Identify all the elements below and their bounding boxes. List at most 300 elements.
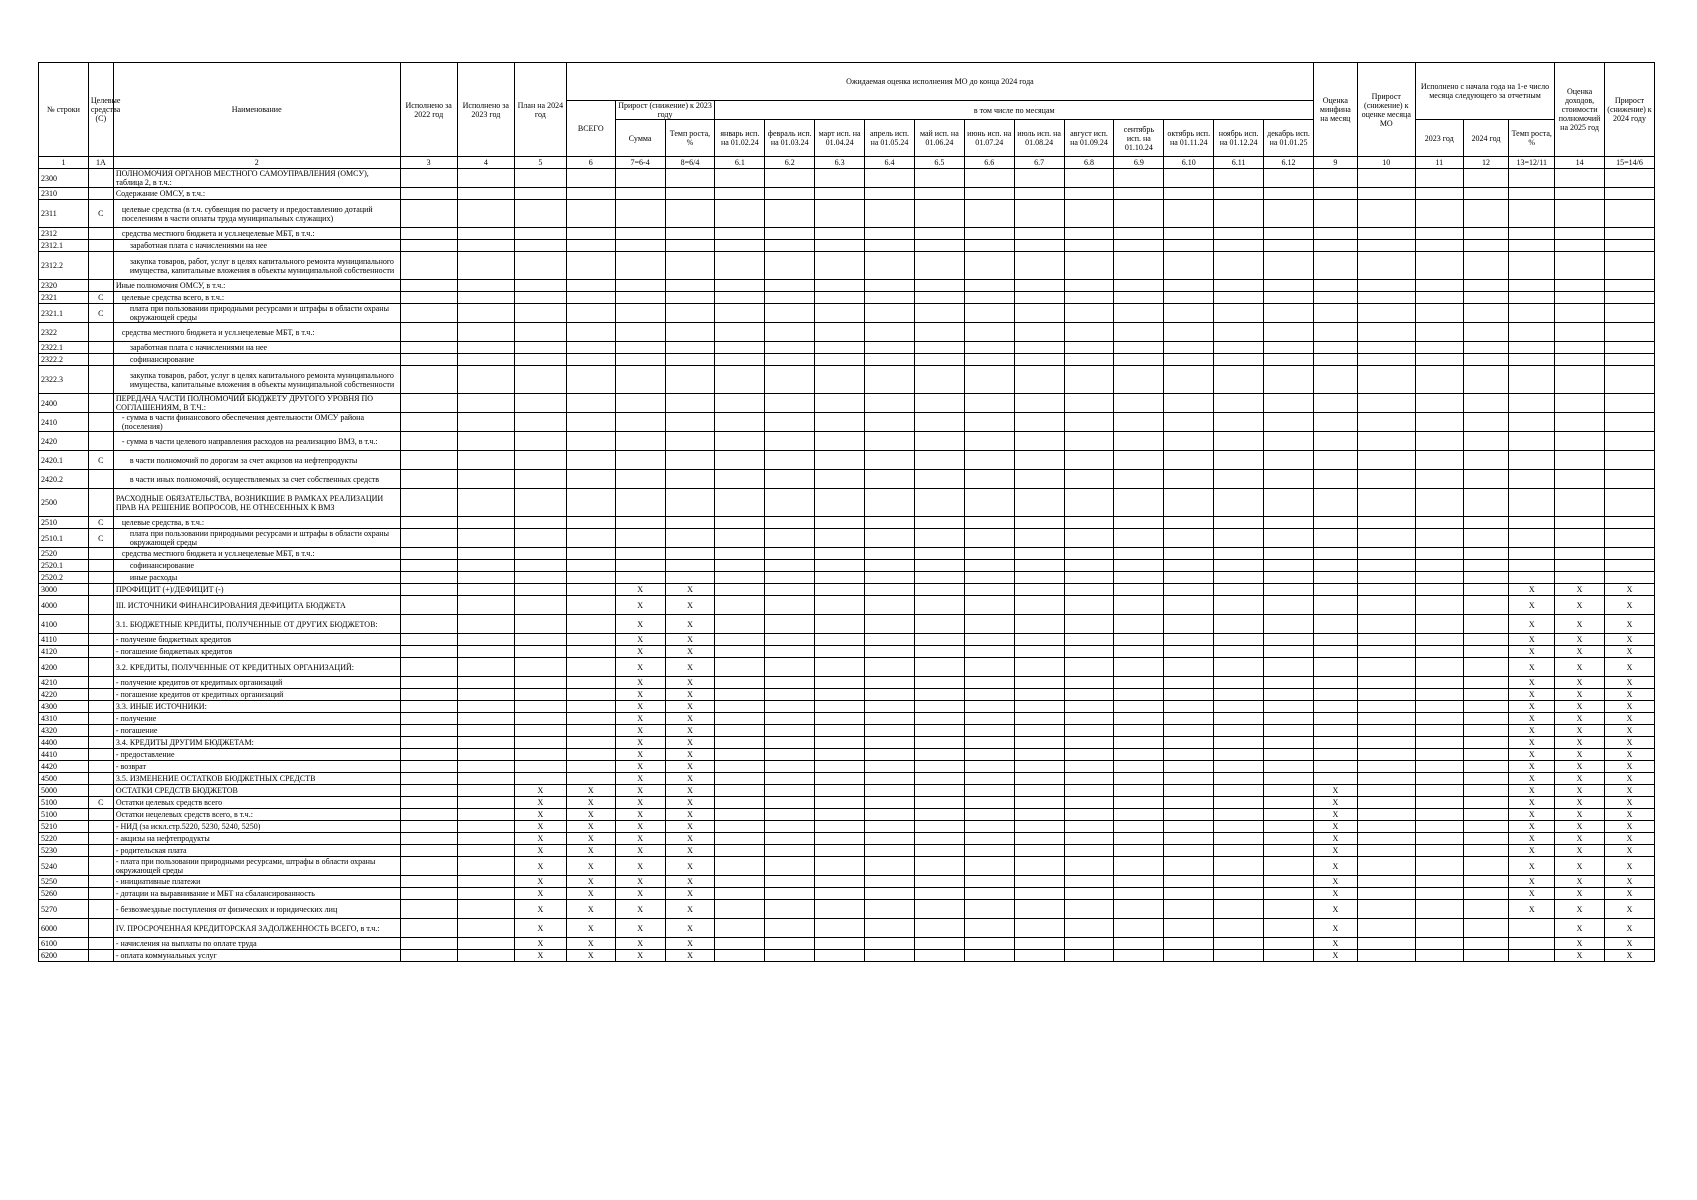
value-cell [1357,919,1415,938]
value-cell [964,596,1014,615]
value-cell [1509,200,1555,228]
column-number: 11 [1415,157,1463,169]
value-cell [1415,737,1463,749]
value-cell [1164,228,1214,240]
row-code: 4000 [39,596,89,615]
row-code: 2321.1 [39,304,89,323]
value-cell [914,169,964,188]
value-cell [1064,900,1114,919]
row-name: - сумма в части целевого направления расходов на реализацию ВМЗ, в т.ч.: [113,432,400,451]
column-number: 6.12 [1264,157,1314,169]
value-cell [665,470,715,489]
value-cell [1014,200,1064,228]
row-purpose-flag [88,888,113,900]
value-cell [1014,366,1064,394]
not-applicable-mark: Х [1555,919,1605,938]
not-applicable-mark: Х [566,845,615,857]
value-cell [715,845,765,857]
value-cell [1064,169,1114,188]
value-cell [1114,529,1164,548]
value-cell [1555,394,1605,413]
not-applicable-mark: Х [1555,773,1605,785]
table-row [39,950,1655,962]
table-row [39,634,1655,646]
row-name: ПРОФИЦИТ (+)/ДЕФИЦИТ (-) [113,584,400,596]
not-applicable-mark: Х [514,833,566,845]
value-cell [1164,200,1214,228]
value-cell [1064,950,1114,962]
not-applicable-mark: Х [514,797,566,809]
value-cell [1357,366,1415,394]
not-applicable-mark: Х [1555,677,1605,689]
value-cell [765,833,815,845]
value-cell [964,342,1014,354]
value-cell [615,517,665,529]
value-cell [865,228,915,240]
value-cell [1463,529,1509,548]
value-cell [1605,548,1655,560]
value-cell [1264,413,1314,432]
value-cell [715,876,765,888]
value-cell [1314,725,1358,737]
value-cell [1357,809,1415,821]
value-cell [1164,646,1214,658]
row-code: 2410 [39,413,89,432]
value-cell [765,785,815,797]
value-cell [1214,749,1264,761]
not-applicable-mark: Х [1509,773,1555,785]
value-cell [865,713,915,725]
value-cell [457,737,514,749]
value-cell [815,634,865,646]
col-month: январь исп. на 01.02.24 [715,120,765,157]
col-month: февраль исп. на 01.03.24 [765,120,815,157]
value-cell [1314,517,1358,529]
value-cell [1214,413,1264,432]
value-cell [1264,529,1314,548]
value-cell [914,938,964,950]
value-cell [715,713,765,725]
value-cell [1415,833,1463,845]
value-cell [964,845,1014,857]
value-cell [1114,749,1164,761]
value-cell [1415,596,1463,615]
value-cell [514,252,566,280]
value-cell [1014,584,1064,596]
column-number: 5 [514,157,566,169]
value-cell [665,560,715,572]
column-number: 15=14/6 [1605,157,1655,169]
value-cell [1264,584,1314,596]
value-cell [1114,646,1164,658]
value-cell [1164,737,1214,749]
value-cell [400,366,457,394]
value-cell [1415,451,1463,470]
value-cell [1314,761,1358,773]
value-cell [1415,560,1463,572]
value-cell [1264,354,1314,366]
value-cell [457,713,514,725]
not-applicable-mark: Х [1555,584,1605,596]
value-cell [815,252,865,280]
value-cell [1264,517,1314,529]
row-name: софинансирование [113,354,400,366]
not-applicable-mark: Х [665,845,715,857]
value-cell [1463,169,1509,188]
budget-table [38,62,1655,962]
value-cell [1064,658,1114,677]
value-cell [1114,725,1164,737]
value-cell [1463,252,1509,280]
value-cell [964,548,1014,560]
value-cell [1064,821,1114,833]
value-cell [914,304,964,323]
value-cell [1214,470,1264,489]
value-cell [1214,634,1264,646]
value-cell [1509,517,1555,529]
value-cell [1314,749,1358,761]
value-cell [615,432,665,451]
row-name: - возврат [113,761,400,773]
value-cell [400,517,457,529]
value-cell [665,188,715,200]
value-cell [1164,451,1214,470]
row-purpose-flag [88,634,113,646]
not-applicable-mark: Х [1605,749,1655,761]
row-purpose-flag [88,169,113,188]
column-number: 4 [457,157,514,169]
value-cell [964,240,1014,252]
value-cell [1214,646,1264,658]
value-cell [914,833,964,845]
not-applicable-mark: Х [1605,938,1655,950]
value-cell [1605,451,1655,470]
not-applicable-mark: Х [1314,833,1358,845]
value-cell [1357,470,1415,489]
value-cell [865,188,915,200]
not-applicable-mark: Х [1509,797,1555,809]
table-row [39,615,1655,634]
not-applicable-mark: Х [1314,797,1358,809]
value-cell [765,761,815,773]
value-cell [1114,615,1164,634]
value-cell [615,240,665,252]
value-cell [1264,689,1314,701]
not-applicable-mark: Х [615,596,665,615]
value-cell [1605,228,1655,240]
not-applicable-mark: Х [1605,845,1655,857]
col-month: апрель исп. на 01.05.24 [865,120,915,157]
value-cell [715,240,765,252]
row-code: 5210 [39,821,89,833]
col-rate-2: Темп роста, % [1509,120,1555,157]
value-cell [1164,876,1214,888]
value-cell [1014,342,1064,354]
table-row [39,845,1655,857]
value-cell [1605,366,1655,394]
not-applicable-mark: Х [1509,845,1555,857]
value-cell [1014,797,1064,809]
value-cell [1555,323,1605,342]
value-cell [914,228,964,240]
col-total: ВСЕГО [566,101,615,157]
value-cell [1214,615,1264,634]
row-code: 2500 [39,489,89,517]
not-applicable-mark: Х [1555,950,1605,962]
value-cell [1314,354,1358,366]
value-cell [1114,366,1164,394]
value-cell [400,200,457,228]
row-purpose-flag [88,413,113,432]
value-cell [1357,634,1415,646]
value-cell [1509,432,1555,451]
row-code: 2321 [39,292,89,304]
value-cell [765,749,815,761]
row-code: 4310 [39,713,89,725]
value-cell [665,342,715,354]
value-cell [1214,701,1264,713]
row-name: ПЕРЕДАЧА ЧАСТИ ПОЛНОМОЧИЙ БЮДЖЕТУ ДРУГОГО УРОВНЯ ПО СОГЛАШЕНИЯМ, В Т.Ч.: [113,394,400,413]
row-name: - инициативные платежи [113,876,400,888]
value-cell [457,857,514,876]
value-cell [1264,821,1314,833]
value-cell [1463,200,1509,228]
not-applicable-mark: Х [1605,596,1655,615]
column-number: 9 [1314,157,1358,169]
col-month: сентябрь исп. на 01.10.24 [1114,120,1164,157]
value-cell [1357,584,1415,596]
value-cell [765,366,815,394]
value-cell [1314,451,1358,470]
table-row [39,785,1655,797]
row-code: 2420 [39,432,89,451]
not-applicable-mark: Х [1605,658,1655,677]
table-row [39,658,1655,677]
value-cell [1264,809,1314,821]
value-cell [665,323,715,342]
row-code: 4420 [39,761,89,773]
value-cell [1114,785,1164,797]
value-cell [1114,701,1164,713]
value-cell [400,833,457,845]
value-cell [1314,529,1358,548]
value-cell [1314,470,1358,489]
value-cell [1415,470,1463,489]
value-cell [457,658,514,677]
value-cell [1064,413,1114,432]
not-applicable-mark: Х [1605,615,1655,634]
value-cell [400,529,457,548]
value-cell [1357,596,1415,615]
row-name: - предоставление [113,749,400,761]
value-cell [914,413,964,432]
value-cell [566,560,615,572]
value-cell [1357,517,1415,529]
value-cell [715,560,765,572]
value-cell [1064,394,1114,413]
value-cell [1357,228,1415,240]
value-cell [914,432,964,451]
value-cell [400,737,457,749]
value-cell [514,228,566,240]
value-cell [964,833,1014,845]
column-number-row [39,157,1655,169]
not-applicable-mark: Х [1555,749,1605,761]
value-cell [514,413,566,432]
not-applicable-mark: Х [615,646,665,658]
value-cell [1014,888,1064,900]
row-code: 6200 [39,950,89,962]
value-cell [1264,773,1314,785]
value-cell [1357,737,1415,749]
value-cell [1214,323,1264,342]
value-cell [665,240,715,252]
value-cell [1415,900,1463,919]
not-applicable-mark: Х [1509,833,1555,845]
value-cell [566,737,615,749]
value-cell [715,785,765,797]
value-cell [1214,451,1264,470]
value-cell [1463,634,1509,646]
value-cell [1463,900,1509,919]
value-cell [1264,394,1314,413]
not-applicable-mark: Х [1555,797,1605,809]
value-cell [765,950,815,962]
not-applicable-mark: Х [615,749,665,761]
column-number: 6.5 [914,157,964,169]
value-cell [1357,785,1415,797]
value-cell [1314,188,1358,200]
value-cell [865,833,915,845]
value-cell [1164,584,1214,596]
value-cell [1357,857,1415,876]
value-cell [457,785,514,797]
value-cell [1509,451,1555,470]
not-applicable-mark: Х [1555,615,1605,634]
value-cell [1214,548,1264,560]
value-cell [1114,292,1164,304]
value-cell [457,749,514,761]
value-cell [815,821,865,833]
row-name: IV. ПРОСРОЧЕННАЯ КРЕДИТОРСКАЯ ЗАДОЛЖЕННОСТЬ ВСЕГО, в т.ч.: [113,919,400,938]
table-row [39,169,1655,188]
value-cell [1314,560,1358,572]
value-cell [1264,489,1314,517]
not-applicable-mark: Х [615,584,665,596]
value-cell [815,596,865,615]
value-cell [964,677,1014,689]
value-cell [1605,470,1655,489]
table-body [39,169,1655,962]
value-cell [400,701,457,713]
value-cell [1314,634,1358,646]
not-applicable-mark: Х [1555,938,1605,950]
value-cell [1463,919,1509,938]
not-applicable-mark: Х [566,919,615,938]
not-applicable-mark: Х [1555,658,1605,677]
value-cell [514,761,566,773]
value-cell [1415,821,1463,833]
value-cell [964,725,1014,737]
value-cell [400,677,457,689]
row-code: 4300 [39,701,89,713]
value-cell [1555,572,1605,584]
row-purpose-flag [88,584,113,596]
column-number: 10 [1357,157,1415,169]
value-cell [1064,228,1114,240]
value-cell [765,919,815,938]
value-cell [457,252,514,280]
value-cell [914,689,964,701]
value-cell [715,938,765,950]
table-row [39,470,1655,489]
value-cell [1164,938,1214,950]
value-cell [964,938,1014,950]
column-number: 6 [566,157,615,169]
value-cell [1214,677,1264,689]
value-cell [615,292,665,304]
value-cell [715,773,765,785]
value-cell [1214,228,1264,240]
value-cell [1314,292,1358,304]
table-row [39,188,1655,200]
value-cell [566,280,615,292]
value-cell [1164,529,1214,548]
value-cell [1509,280,1555,292]
value-cell [964,797,1014,809]
value-cell [400,615,457,634]
not-applicable-mark: Х [1555,785,1605,797]
not-applicable-mark: Х [1555,888,1605,900]
value-cell [715,529,765,548]
col-row-number: № строки [39,63,89,157]
value-cell [514,470,566,489]
value-cell [1463,304,1509,323]
not-applicable-mark: Х [1605,646,1655,658]
value-cell [566,749,615,761]
value-cell [914,797,964,809]
row-name: в части полномочий по дорогам за счет акцизов на нефтепродукты [113,451,400,470]
value-cell [1214,797,1264,809]
value-cell [1214,560,1264,572]
value-cell [1264,304,1314,323]
value-cell [457,677,514,689]
value-cell [1064,470,1114,489]
not-applicable-mark: Х [1314,785,1358,797]
value-cell [715,169,765,188]
value-cell [457,689,514,701]
value-cell [1605,304,1655,323]
value-cell [400,470,457,489]
not-applicable-mark: Х [665,634,715,646]
value-cell [566,470,615,489]
value-cell [1164,950,1214,962]
not-applicable-mark: Х [1509,900,1555,919]
value-cell [1064,888,1114,900]
not-applicable-mark: Х [615,888,665,900]
value-cell [1314,701,1358,713]
row-name: закупка товаров, работ, услуг в целях капитального ремонта муниципального имущества, капитальные вложения в объекты муниципальной собственности [113,252,400,280]
value-cell [715,615,765,634]
value-cell [457,646,514,658]
value-cell [1314,413,1358,432]
table-row [39,366,1655,394]
value-cell [1463,938,1509,950]
value-cell [514,451,566,470]
row-code: 4400 [39,737,89,749]
not-applicable-mark: Х [615,938,665,950]
value-cell [765,548,815,560]
